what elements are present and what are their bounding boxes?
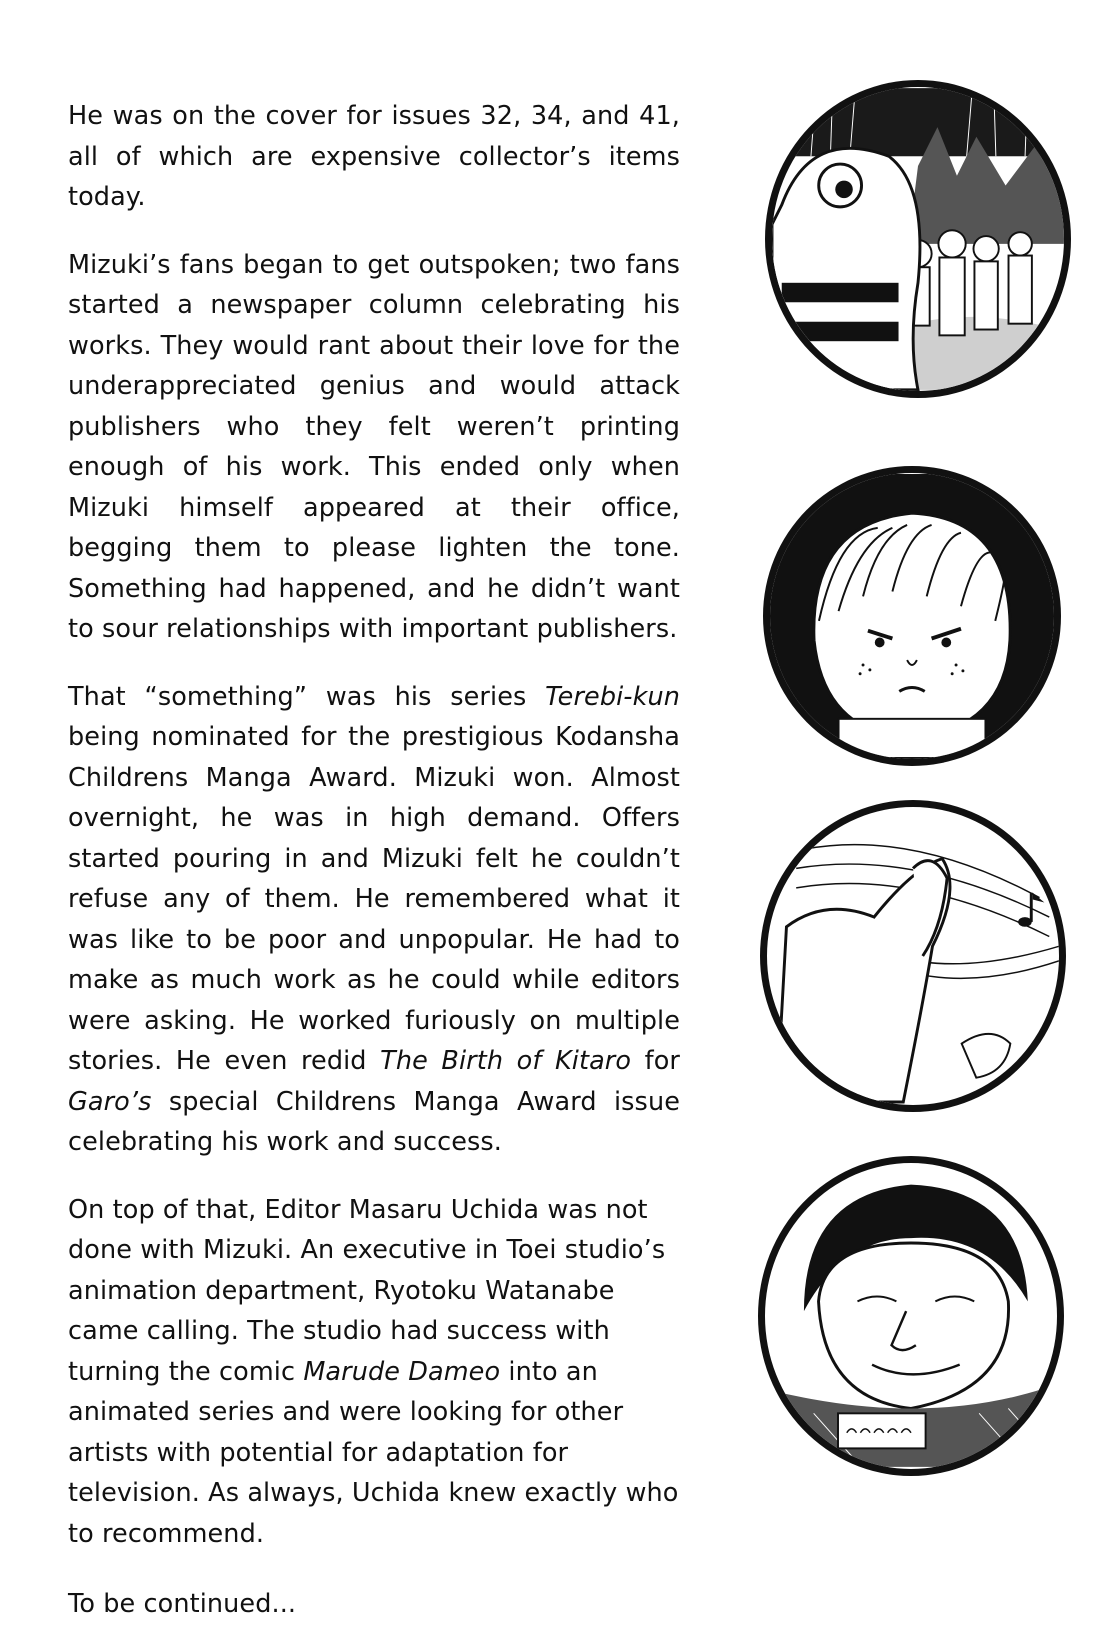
paragraph-3-text-d: special Childrens Manga Award issue celebrating his work and success. <box>68 1086 680 1157</box>
paragraph-2: Mizuki’s fans began to get outspoken; two fans started a newspaper column celebrating his works. They would rant about their love for the underappreciated genius and would attack publishers who they felt weren’t printing enough of his work. This ended only when Mizuki himself appeared at their office, begging them to please lighten the tone. Something had happened, and he didn’t want to sour relationships with important publishers. <box>68 249 680 644</box>
title-marude-dameo: Marude Dameo <box>303 1356 501 1387</box>
paragraph-4 <box>68 1190 680 1555</box>
article-text <box>68 96 680 1650</box>
paragraph-3-text-a: That “something” was his series <box>68 681 546 712</box>
paragraph-4-text-a: On top of that, Editor Masaru Uchida was not done with Mizuki. An executive in Toei studio’s animation department, Ryotoku Watanabe came calling. The studio had success with turning the comic <box>68 1194 666 1387</box>
title-garo: Garo’s <box>68 1086 152 1117</box>
boy-face-drawing <box>770 473 1054 759</box>
to-be-continued: To be continued... <box>68 1589 297 1619</box>
title-terebi-kun: Terebi-kun <box>545 681 680 712</box>
illustration-clapping-hands <box>760 800 1066 1112</box>
illustration-smiling-man <box>758 1156 1064 1476</box>
paragraph-3-text-b: being nominated for the prestigious Kodansha Childrens Manga Award. Mizuki won. Almost overnight, he was in high demand. Offers started pouring in and Mizuki felt he couldn’t refuse any of them. He remembered what it was like to be poor and unpopular. He had to make as much work as he could while editors were asking. He worked furiously on multiple stories. He even redid <box>68 722 680 1076</box>
kitaro-crowd-drawing <box>772 87 1064 391</box>
paragraph-4-text-b: into an animated series and were looking for other artists with potential for adaptation for television. As always, Uchida knew exactly who to recommend. <box>68 1356 679 1549</box>
smiling-man-drawing <box>765 1163 1057 1469</box>
illustration-kitaro-crowd <box>765 80 1071 398</box>
paragraph-1: He was on the cover for issues 32, 34, and 41, all of which are expensive collector’s items today. <box>68 101 680 212</box>
clapping-hands-drawing <box>767 807 1059 1105</box>
paragraph-3 <box>68 677 680 1163</box>
paragraph-3-text-c: for <box>631 1046 680 1076</box>
title-birth-of-kitaro: The Birth of Kitaro <box>380 1046 632 1076</box>
illustration-boy-face <box>763 466 1061 766</box>
